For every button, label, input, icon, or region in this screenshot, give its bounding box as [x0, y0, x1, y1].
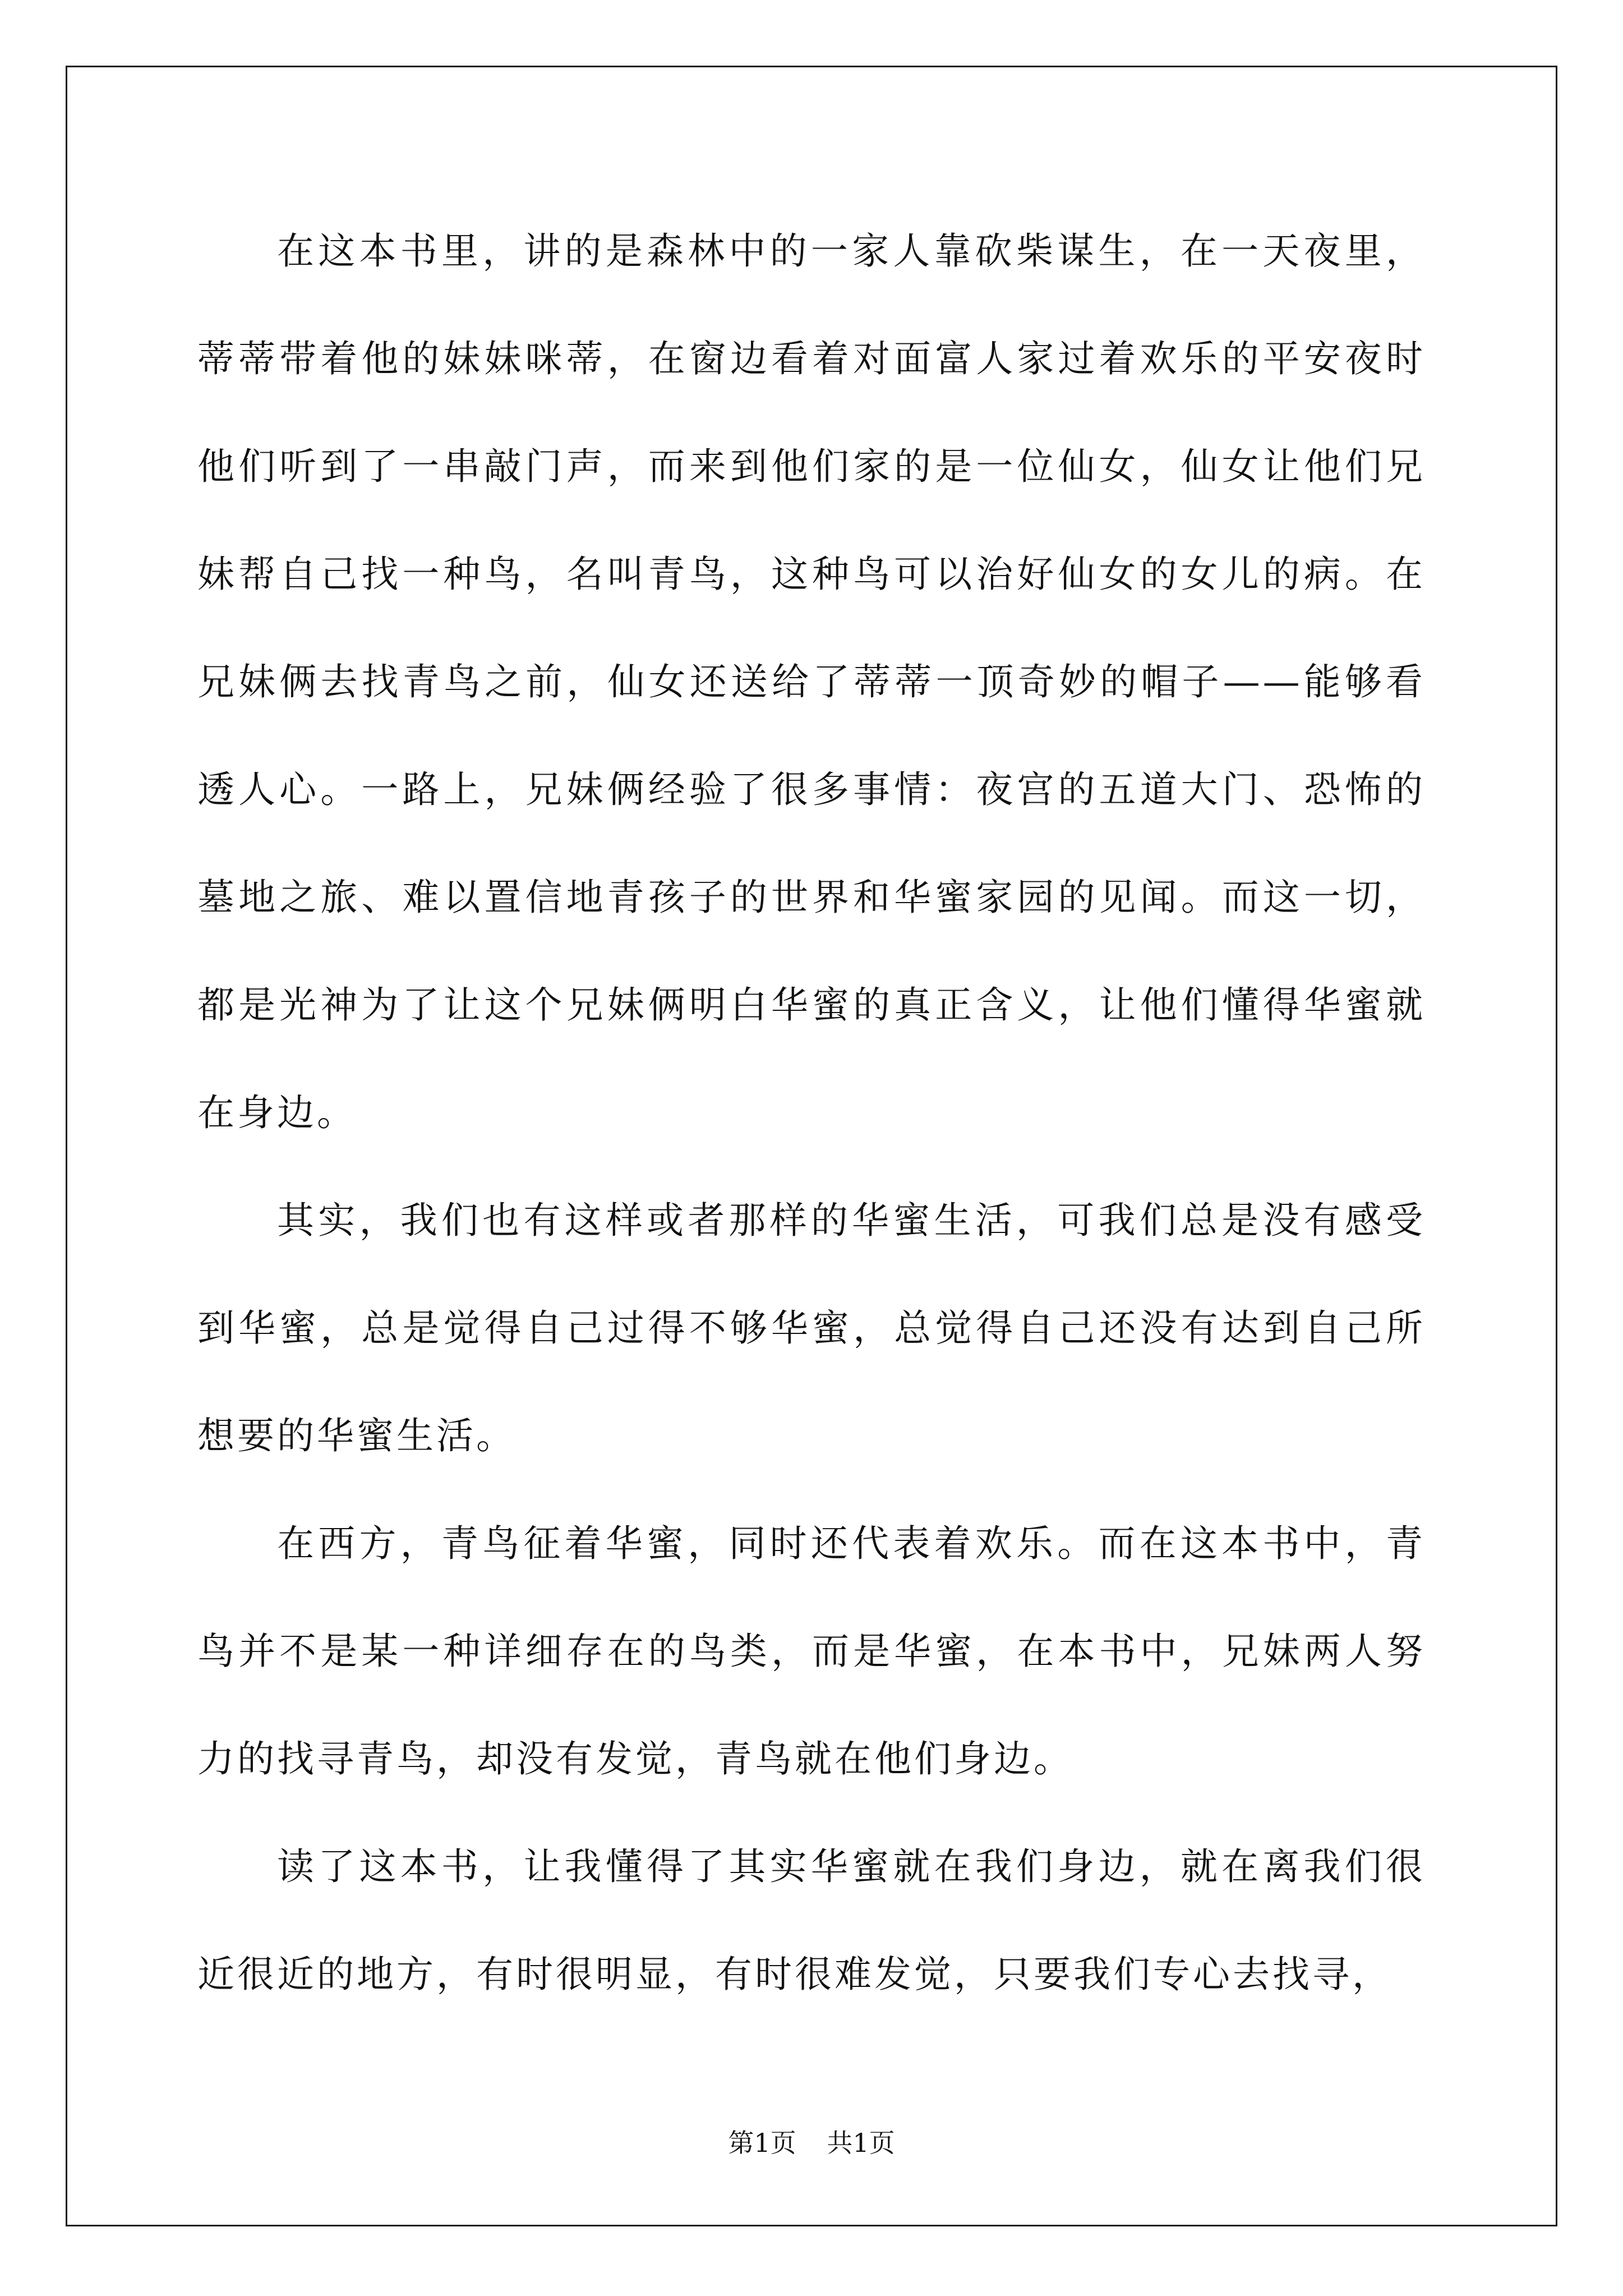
paragraph-1: 在这本书里，讲的是森林中的一家人靠砍柴谋生，在一天夜里，蒂蒂带着他的妹妹咪蒂，在窗边看着对面富人家过着欢乐的平安夜时他们听到了一串敲门声，而来到他们家的是一位仙女，仙女让他们兄妹帮自己找一种鸟，名叫青鸟，这种鸟可以治好仙女的女儿的病。在兄妹俩去找青鸟之前，仙女还送给了蒂蒂一顶奇妙的帽子——能够看透人心。一路上，兄妹俩经验了很多事情：夜宫的五道大门、恐怖的墓地之旅、难以置信地青孩子的世界和华蜜家园的见闻。而这一切，都是光神为了让这个兄妹俩明白华蜜的真正含义，让他们懂得华蜜就在身边。: [197, 229, 1426, 1134]
page-total: 共1页: [827, 2128, 895, 2158]
page-footer: [0, 2126, 1623, 2160]
paragraph-4: 读了这本书，让我懂得了其实华蜜就在我们身边，就在离我们很近很近的地方，有时很明显，有时很难发觉，只要我们专心去找寻，: [197, 1845, 1426, 1996]
document-body: [197, 197, 1426, 2028]
page-number: 第1页: [728, 2128, 796, 2158]
paragraph-3: 在西方，青鸟征着华蜜，同时还代表着欢乐。而在这本书中，青鸟并不是某一种详细存在的鸟类，而是华蜜，在本书中，兄妹两人努力的找寻青鸟，却没有发觉，青鸟就在他们身边。: [197, 1522, 1426, 1780]
paragraph-2: 其实，我们也有这样或者那样的华蜜生活，可我们总是没有感受到华蜜，总是觉得自己过得不够华蜜，总觉得自己还没有达到自己所想要的华蜜生活。: [197, 1199, 1426, 1457]
